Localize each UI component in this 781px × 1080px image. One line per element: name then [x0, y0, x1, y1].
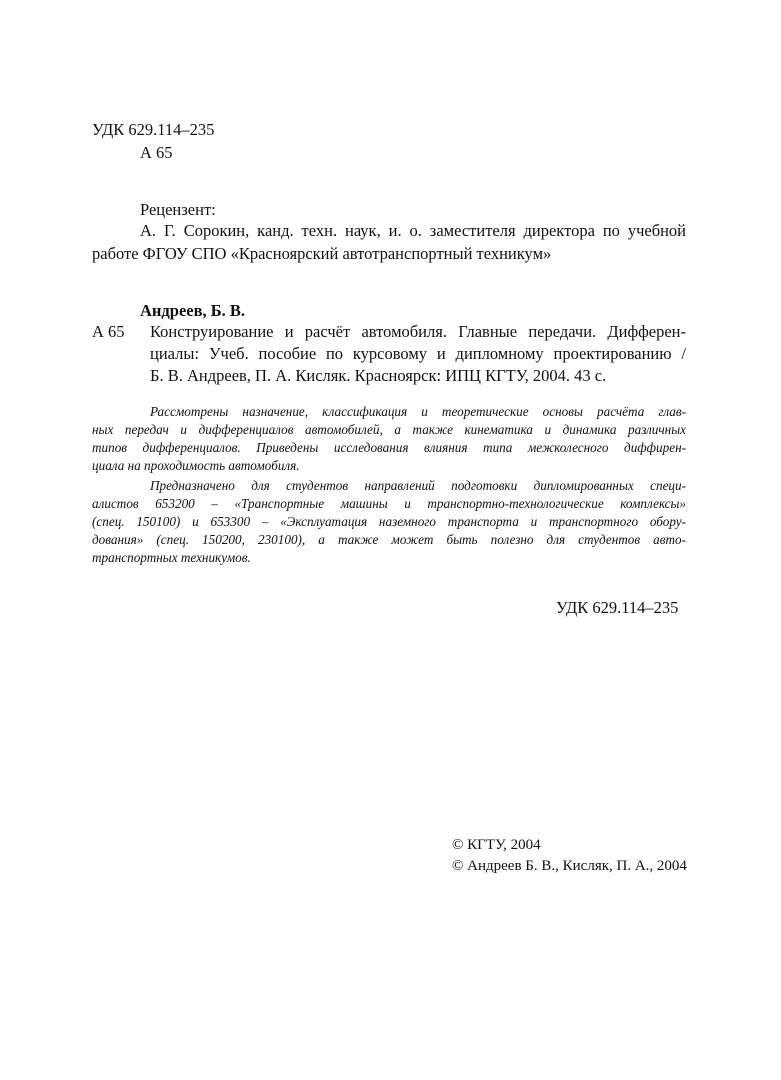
author-heading: Андреев, Б. В.: [140, 301, 246, 320]
annotation-p2-line-2: алистов 653200 – «Транспортные машины и транспортно-технологические комплексы»: [92, 496, 686, 511]
annotation-p1-line-2: ных передач и дифференциалов автомобилей, а также кинематика и динамика различных: [92, 422, 686, 437]
copyright-authors: © Андреев Б. В., Кисляк, П. А., 2004: [452, 858, 687, 874]
annotation-p1-line-3: типов дифференциалов. Приведены исследования влияния типа межколесного диффирен-: [92, 440, 686, 455]
udk-code-bottom: УДК 629.114–235: [556, 598, 679, 617]
annotation-p1-line-1: Рассмотрены назначение, классификация и теоретические основы расчёта глав-: [150, 404, 686, 419]
bibliography-index: А 65: [92, 322, 125, 341]
bibliography-line-3: Б. В. Андреев, П. А. Кисляк. Красноярск: ИПЦ КГТУ, 2004. 43 с.: [150, 366, 607, 385]
bibliography-line-1: Конструирование и расчёт автомобиля. Главные передачи. Дифферен-: [150, 322, 686, 341]
udk-index-top: А 65: [140, 143, 173, 162]
copyright-kgtu: © КГТУ, 2004: [452, 837, 541, 853]
annotation-p2-line-1: Предназначено для студентов направлений подготовки дипломированных специ-: [150, 478, 686, 493]
annotation-p1-line-4: циала на проходимость автомобиля.: [92, 458, 300, 473]
reviewer-line-2: работе ФГОУ СПО «Красноярский автотранспортный техникум»: [92, 244, 552, 263]
annotation-p2-line-4: дования» (спец. 150200, 230100), а также может быть полезно для студентов авто-: [92, 532, 686, 547]
bibliography-line-2: циалы: Учеб. пособие по курсовому и дипломному проектированию /: [150, 344, 686, 363]
reviewer-label: Рецензент:: [140, 200, 216, 219]
reviewer-line-1: А. Г. Сорокин, канд. техн. наук, и. о. заместителя директора по учебной: [140, 221, 686, 240]
udk-code-top: УДК 629.114–235: [92, 120, 215, 139]
annotation-p2-line-5: транспортных техникумов.: [92, 550, 251, 565]
annotation-p2-line-3: (спец. 150100) и 653300 – «Эксплуатация наземного транспорта и транспортного обору-: [92, 514, 686, 529]
